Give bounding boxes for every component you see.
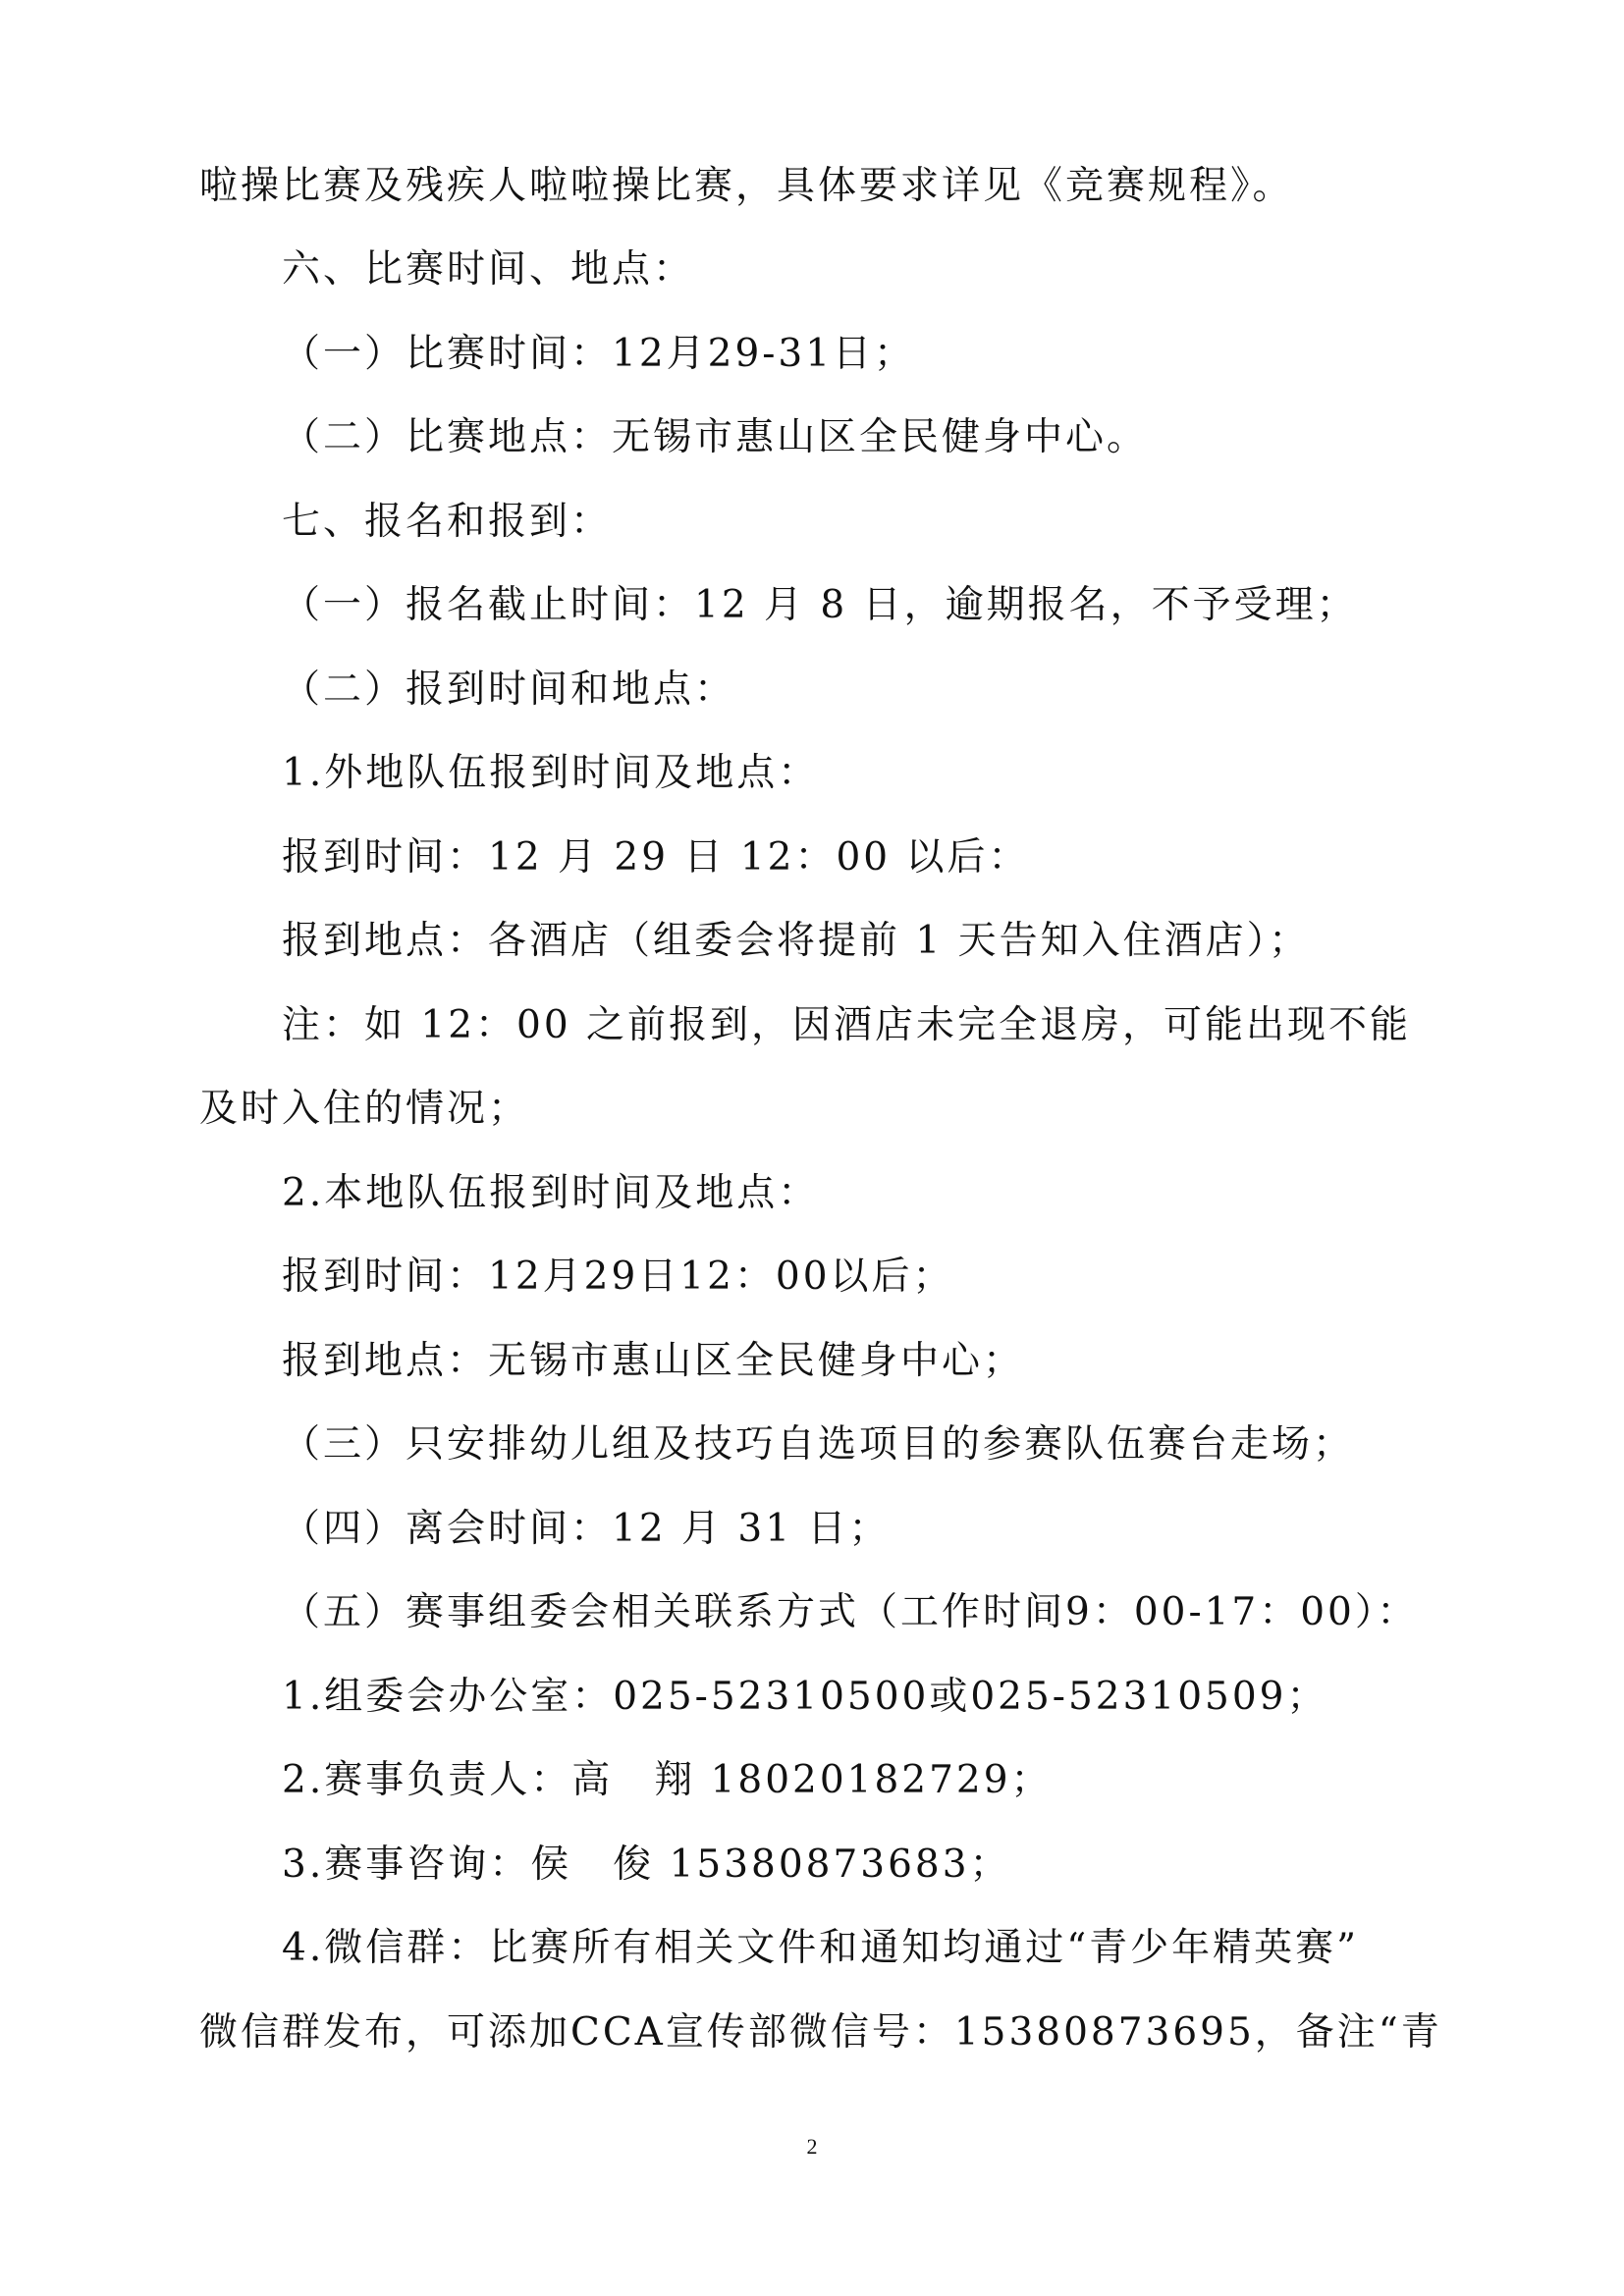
text-line-21: 3.赛事咨询：侯 俊 15380873683； <box>282 1842 1011 1887</box>
text-line-16: （三）只安排幼儿组及技巧自选项目的参赛队伍赛台走场； <box>282 1422 1355 1467</box>
text-line-22: 4.微信群：比赛所有相关文件和通知均通过“青少年精英赛” <box>282 1926 1360 1970</box>
text-line-12: 及时入住的情况； <box>199 1087 530 1131</box>
text-line-13: 2.本地队伍报到时间及地点： <box>282 1171 820 1215</box>
text-line-10: 报到地点：各酒店（组委会将提前 1 天告知入住酒店）； <box>282 919 1311 963</box>
text-line-17: （四）离会时间：12 月 31 日； <box>282 1507 891 1551</box>
text-line-8: 1.外地队伍报到时间及地点： <box>282 751 820 795</box>
text-line-9: 报到时间：12 月 29 日 12：00 以后： <box>282 835 1030 880</box>
text-line-1: 啦操比赛及残疾人啦啦操比赛，具体要求详见《竞赛规程》。 <box>199 164 1294 208</box>
page-number: 2 <box>806 2134 818 2159</box>
text-line-19: 1.组委会办公室：025-52310500或025-52310509； <box>282 1675 1328 1719</box>
text-line-6: （一）报名截止时间：12 月 8 日，逾期报名，不予受理； <box>282 583 1358 627</box>
text-line-11: 注：如 12：00 之前报到，因酒店未完全退房，可能出现不能 <box>282 1003 1412 1047</box>
text-line-15: 报到地点：无锡市惠山区全民健身中心； <box>282 1339 1025 1383</box>
text-line-4: （二）比赛地点：无锡市惠山区全民健身中心。 <box>282 415 1149 459</box>
text-line-23: 微信群发布，可添加CCA宣传部微信号：15380873695，备注“青 <box>199 2010 1442 2055</box>
text-line-7: （二）报到时间和地点： <box>282 667 736 712</box>
text-line-18: （五）赛事组委会相关联系方式（工作时间9：00-17：00）： <box>282 1590 1419 1634</box>
text-line-5: 七、报名和报到： <box>282 500 613 544</box>
text-line-20: 2.赛事负责人：高 翔 18020182729； <box>282 1758 1053 1802</box>
text-line-2: 六、比赛时间、地点： <box>282 247 695 292</box>
text-line-3: （一）比赛时间：12月29-31日； <box>282 332 916 376</box>
text-line-14: 报到时间：12月29日12：00以后； <box>282 1255 954 1299</box>
